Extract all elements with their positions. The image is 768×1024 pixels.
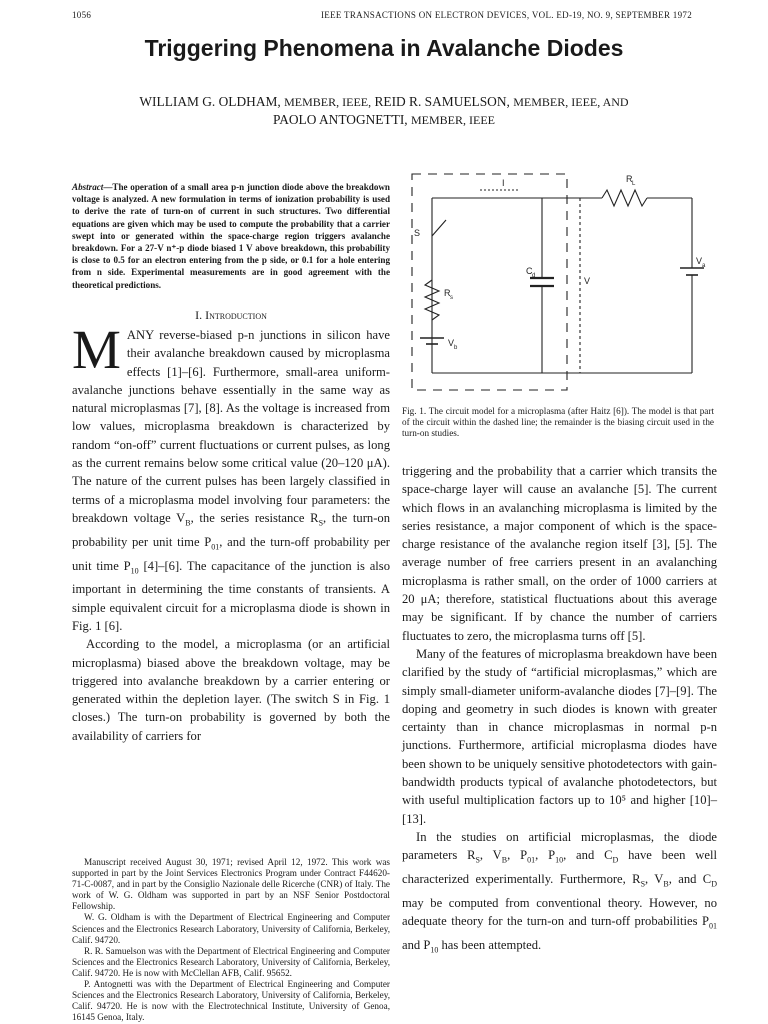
text-run: , and C bbox=[668, 872, 712, 887]
text-run: In the studies on artificial microplasmas, the diode parameters R bbox=[402, 829, 717, 863]
subscript: D bbox=[612, 855, 619, 865]
author-oldham: WILLIAM G. OLDHAM, bbox=[139, 94, 281, 109]
author-line-2 bbox=[60, 111, 708, 129]
drop-cap: M bbox=[72, 319, 121, 380]
subscript: S bbox=[640, 879, 646, 889]
load-resistor-label-sub: L bbox=[632, 181, 636, 187]
switch bbox=[432, 220, 446, 236]
text-run: , the series resistance R bbox=[190, 510, 319, 525]
current-label: I bbox=[502, 178, 505, 188]
text-run: , and the turn-off probability per unit time P bbox=[72, 534, 390, 573]
subscript: 10 bbox=[430, 945, 439, 955]
text-run: , V bbox=[479, 848, 502, 863]
text-run: ANY reverse-biased p-n junctions in silicon have their avalanche breakdown caused by microplasma effects [1]–[6]. Furthermore, small-area uniform-avalanche junctions behave essentially in the same way as natural microplasmas [7], [8]. As the voltage is increased from low values, microplasma breakdown is characterized by random “on-off” current fluctuations or current pulses, as long as the current remains below some critical value (20–120 μA). The nature of the current pulses has been largely classified in terms of a microplasma model involving four parameters: the breakdown voltage V bbox=[72, 328, 390, 525]
footnote-oldham: W. G. Oldham is with the Department of Electrical Engineering and Computer Sciences and the Electronics Research Laboratory, University of California, Berkeley, Calif. 94720. bbox=[72, 912, 390, 945]
abstract-label: Abstract bbox=[72, 182, 104, 192]
circuit-figure bbox=[402, 168, 714, 400]
author-samuelson: REID R. SAMUELSON, bbox=[374, 94, 510, 109]
text-run: , V bbox=[645, 872, 664, 887]
abstract-text: —The operation of a small area p-n junction diode above the breakdown voltage is analyzed. A new formulation in terms of ionization probability is used to derive the rate of turn-on of current in such structures. Two differential equations are given which may be used to compute the probability that a carrier swept into or generated within the space-charge region triggers avalanche breakdown. For a 27-V n⁺-p diode biased 1 V above breakdown, this probability is close to 0.5 for an electron entering from the p side, or 0.1 for a hole entering from n side. Experimental measurements are in good agreement with the theoretical predictions. bbox=[72, 182, 390, 290]
footnote-manuscript: Manuscript received August 30, 1971; revised April 12, 1972. This work was supported in part by the Joint Services Electronics Program under Contract F44620-71-C-0087, and in part by the Consiglio Nazionale delle Ricerche (CNR) of Italy. The work of W. G. Oldham was supported in part by an NSF Senior Postdoctoral Fellowship. bbox=[72, 857, 390, 912]
vb-label: V bbox=[448, 338, 455, 348]
capacitor-label-sub: d bbox=[532, 273, 536, 279]
text-run: has been attempted. bbox=[438, 937, 542, 952]
author-block bbox=[60, 93, 708, 129]
subscript: B bbox=[501, 855, 508, 865]
paper-title: Triggering Phenomena in Avalanche Diodes bbox=[144, 35, 624, 61]
switch-label: S bbox=[414, 228, 421, 238]
left-column-body bbox=[72, 319, 390, 745]
figure-caption: Fig. 1. The circuit model for a microplasma (after Haitz [6]). The model is that part of the circuit within the dashed line; the remainder is the biasing circuit used in the turn-on studies. bbox=[402, 406, 714, 438]
author-line-1 bbox=[60, 93, 708, 111]
section-heading: I. Introduction bbox=[195, 308, 267, 322]
voltage-label: V bbox=[584, 276, 591, 286]
vb-label-sub: b bbox=[454, 345, 458, 351]
va-label-sub: a bbox=[702, 263, 706, 269]
right-paragraph-1: triggering and the probability that a carrier which transits the space-charge layer will cause an avalanche [5]. The current which flows in an avalanching microplasma is limited by the series resistance, a major component of which is the space-charge resistance of the avalanche region itself [3], [5]. The average number of free carriers present in an avalanching microplasma is rather small, on the order of 1000 carriers at 20 μA; therefore, statistical fluctuations about this average may be significant. If by chance the number of carriers fluctuates to zero, the microplasma turns off [5]. bbox=[402, 464, 717, 643]
intro-paragraph-2: According to the model, a microplasma (or an artificial microplasma) biased above the breakdown voltage, may be triggered into avalanche breakdown by a carrier entering or generated within the depletion layer. (The switch S in Fig. 1 closes.) The turn-on probability is governed by both the availability of carriers for bbox=[72, 637, 390, 743]
page-number: 1056 bbox=[72, 10, 92, 20]
running-header bbox=[72, 10, 692, 24]
load-resistor-label: R bbox=[626, 174, 633, 184]
text-run: may be computed from conventional theory. However, no adequate theory for the turn-on and turn-off probabilities P bbox=[402, 895, 717, 929]
subscript: 01 bbox=[709, 921, 717, 931]
model-boundary bbox=[412, 174, 567, 390]
journal-info: IEEE TRANSACTIONS ON ELECTRON DEVICES, VOL. ED-19, NO. 9, SEPTEMBER 1972 bbox=[320, 10, 692, 20]
author-role: MEMBER, IEEE, bbox=[284, 95, 372, 109]
va-label: V bbox=[696, 256, 703, 266]
author-antognetti: PAOLO ANTOGNETTI, bbox=[272, 112, 408, 127]
load-resistor bbox=[602, 190, 647, 206]
rs-label: R bbox=[444, 288, 451, 298]
author-role: MEMBER, IEEE bbox=[411, 113, 495, 127]
text-run: [4]–[6]. The capacitance of the junction is also important in determining the time constants of transients. A simple equivalent circuit for a microplasma diode is shown in Fig. 1 [6]. bbox=[72, 558, 390, 633]
text-run: , P bbox=[535, 848, 556, 863]
right-paragraph-2: Many of the features of microplasma breakdown have been clarified by the study of “artificial microplasmas,” which are simply small-diameter uniform-avalanche diodes [7]–[9]. The doping and geometry in such diodes is known with greater certainty than in chance microplasmas in normal p-n junctions. Furthermore, artificial microplasma diodes have been shown to be uniquely sensitive photodetectors with gain-bandwidth products typical of avalanche photodetectors, but with useful multiplication factors up to 10⁵ and higher [10]–[13]. bbox=[402, 646, 717, 826]
subscript: 01 bbox=[211, 542, 220, 552]
text-run: have been well characterized experimentally. Furthermore, R bbox=[402, 848, 717, 887]
right-paragraph-3 bbox=[402, 828, 717, 960]
abstract bbox=[72, 181, 390, 291]
subscript: 10 bbox=[555, 855, 564, 865]
subscript: 01 bbox=[527, 855, 536, 865]
intro-paragraph-1 bbox=[72, 319, 390, 635]
subscript: D bbox=[711, 879, 717, 889]
footnote-block bbox=[72, 857, 390, 1023]
right-column-body bbox=[402, 462, 717, 960]
subscript: S bbox=[318, 518, 324, 528]
capacitor-label: C bbox=[526, 266, 533, 276]
rs-label-sub: s bbox=[450, 295, 453, 301]
subscript: S bbox=[475, 855, 480, 865]
text-run: and P bbox=[402, 937, 431, 952]
footnote-samuelson: R. R. Samuelson was with the Department of Electrical Engineering and Computer Sciences and the Electronics Research Laboratory, University of California, Berkeley, Calif. 94720. He is now with McClellan AFB, Calif. 95652. bbox=[72, 945, 390, 978]
footnote-antognetti: P. Antognetti was with the Department of Electrical Engineering and Computer Sciences and the Electronics Research Laboratory, University of California, Berkeley, Calif. 94720. He is now with the Electrotechnical Institute, University of Genoa, 16145 Genoa, Italy. bbox=[72, 979, 390, 1023]
subscript: 10 bbox=[130, 566, 139, 576]
circuit-diagram bbox=[402, 168, 714, 400]
subscript: B bbox=[663, 879, 669, 889]
subscript: B bbox=[185, 518, 191, 528]
author-role: MEMBER, IEEE, AND bbox=[513, 95, 629, 109]
text-run: , P bbox=[507, 848, 528, 863]
text-run: , the turn-on probability per unit time P bbox=[72, 510, 390, 549]
text-run: , and C bbox=[563, 848, 613, 863]
